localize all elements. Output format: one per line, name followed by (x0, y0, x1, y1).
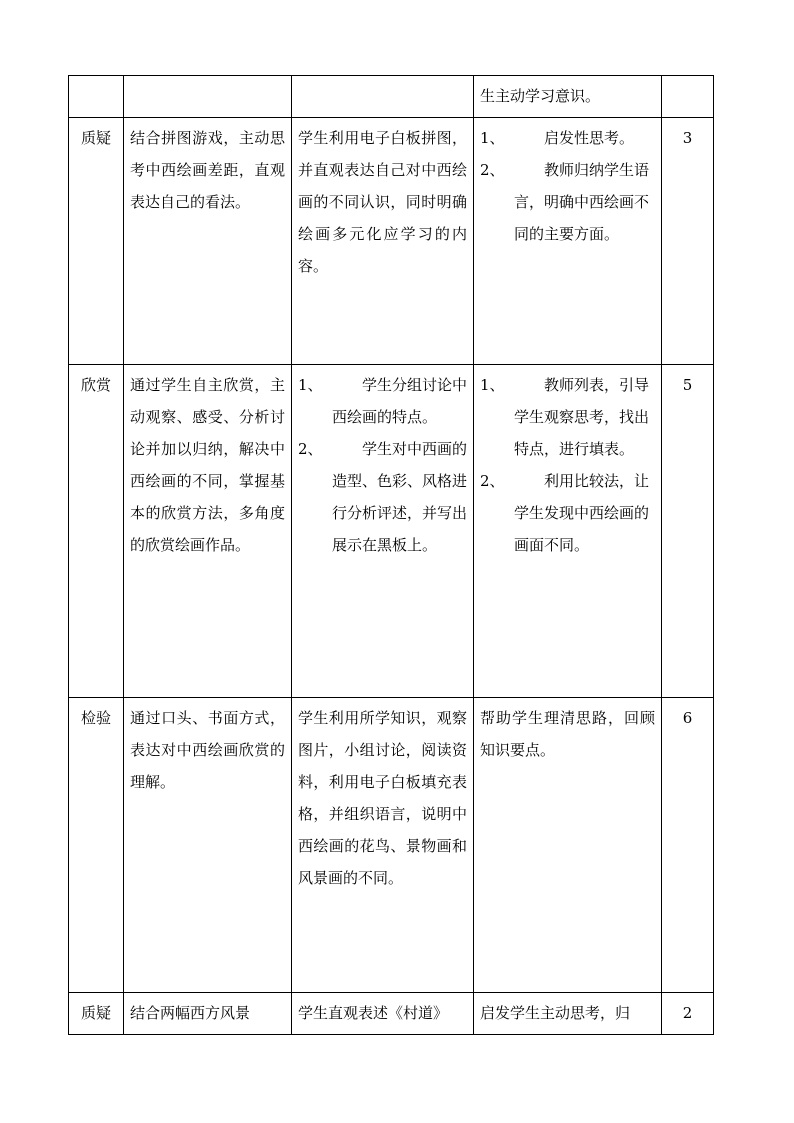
item-number: 2、 (480, 161, 505, 179)
student-text: 学生利用所学知识，观察图片，小组讨论，阅读资料，利用电子白板填充表格，并组织语言，说明中西绘画的花鸟、景物画和风景画的不同。 (298, 709, 467, 887)
list-item (298, 369, 467, 433)
student-activity-cell (292, 118, 474, 365)
student-activity-cell (292, 365, 474, 698)
time-cell: 6 (662, 698, 714, 993)
item-number: 2、 (480, 472, 505, 490)
teacher-activity-cell (474, 76, 662, 118)
teacher-text: 生主动学习意识。 (480, 87, 601, 105)
time-cell: 3 (662, 118, 714, 365)
list-item (298, 433, 467, 561)
stage-cell: 欣赏 (69, 365, 124, 698)
list-item (480, 122, 655, 154)
teacher-activity-cell (474, 698, 662, 993)
goal-text: 通过学生自主欣赏，主动观察、感受、分析讨论并加以归纳，解决中西绘画的不同，掌握基本的欣赏方法，多角度的欣赏绘画作品。 (130, 376, 285, 554)
goal-cell (124, 118, 292, 365)
item-text: 学生对中西画的造型、色彩、风格进行分析评述，并写出展示在黑板上。 (332, 440, 468, 554)
goal-cell (124, 698, 292, 993)
time-cell: 2 (662, 993, 714, 1035)
item-text: 启发性思考。 (544, 129, 635, 147)
item-text: 教师归纳学生语言，明确中西绘画不同的主要方面。 (514, 161, 650, 243)
item-text: 教师列表，引导学生观察思考，找出特点，进行填表。 (514, 376, 650, 458)
table-row (69, 698, 714, 993)
teacher-activity-cell (474, 118, 662, 365)
lesson-plan-table (68, 75, 714, 1035)
table-row (69, 76, 714, 118)
student-activity-cell (292, 993, 474, 1035)
goal-text: 通过口头、书面方式，表达对中西绘画欣赏的理解。 (130, 709, 285, 791)
teacher-activity-cell (474, 365, 662, 698)
stage-cell: 质疑 (69, 118, 124, 365)
goal-cell (124, 76, 292, 118)
table-row (69, 365, 714, 698)
item-number: 1、 (480, 376, 505, 394)
goal-cell (124, 993, 292, 1035)
list-item (480, 369, 655, 465)
item-number: 1、 (480, 129, 505, 147)
item-text: 利用比较法，让学生发现中西绘画的画面不同。 (514, 472, 650, 554)
time-cell (662, 76, 714, 118)
student-text: 学生直观表述《村道》 (298, 1004, 449, 1022)
list-item (480, 465, 655, 561)
student-text: 学生利用电子白板拼图，并直观表达自己对中西绘画的不同认识，同时明确绘画多元化应学习的内容。 (298, 129, 467, 275)
list-item (480, 154, 655, 250)
time-cell: 5 (662, 365, 714, 698)
student-activity-cell (292, 76, 474, 118)
table-row (69, 118, 714, 365)
item-number: 2、 (298, 440, 323, 458)
teacher-text: 帮助学生理清思路，回顾知识要点。 (480, 709, 655, 759)
goal-cell (124, 365, 292, 698)
teacher-activity-cell (474, 993, 662, 1035)
stage-cell: 质疑 (69, 993, 124, 1035)
stage-cell (69, 76, 124, 118)
stage-cell: 检验 (69, 698, 124, 993)
item-text: 学生分组讨论中西绘画的特点。 (332, 376, 468, 426)
student-activity-cell (292, 698, 474, 993)
goal-text: 结合拼图游戏，主动思考中西绘画差距，直观表达自己的看法。 (130, 129, 285, 211)
item-number: 1、 (298, 376, 323, 394)
teacher-text: 启发学生主动思考，归 (480, 1004, 631, 1022)
table-row (69, 993, 714, 1035)
goal-text: 结合两幅西方风景 (130, 1004, 251, 1022)
